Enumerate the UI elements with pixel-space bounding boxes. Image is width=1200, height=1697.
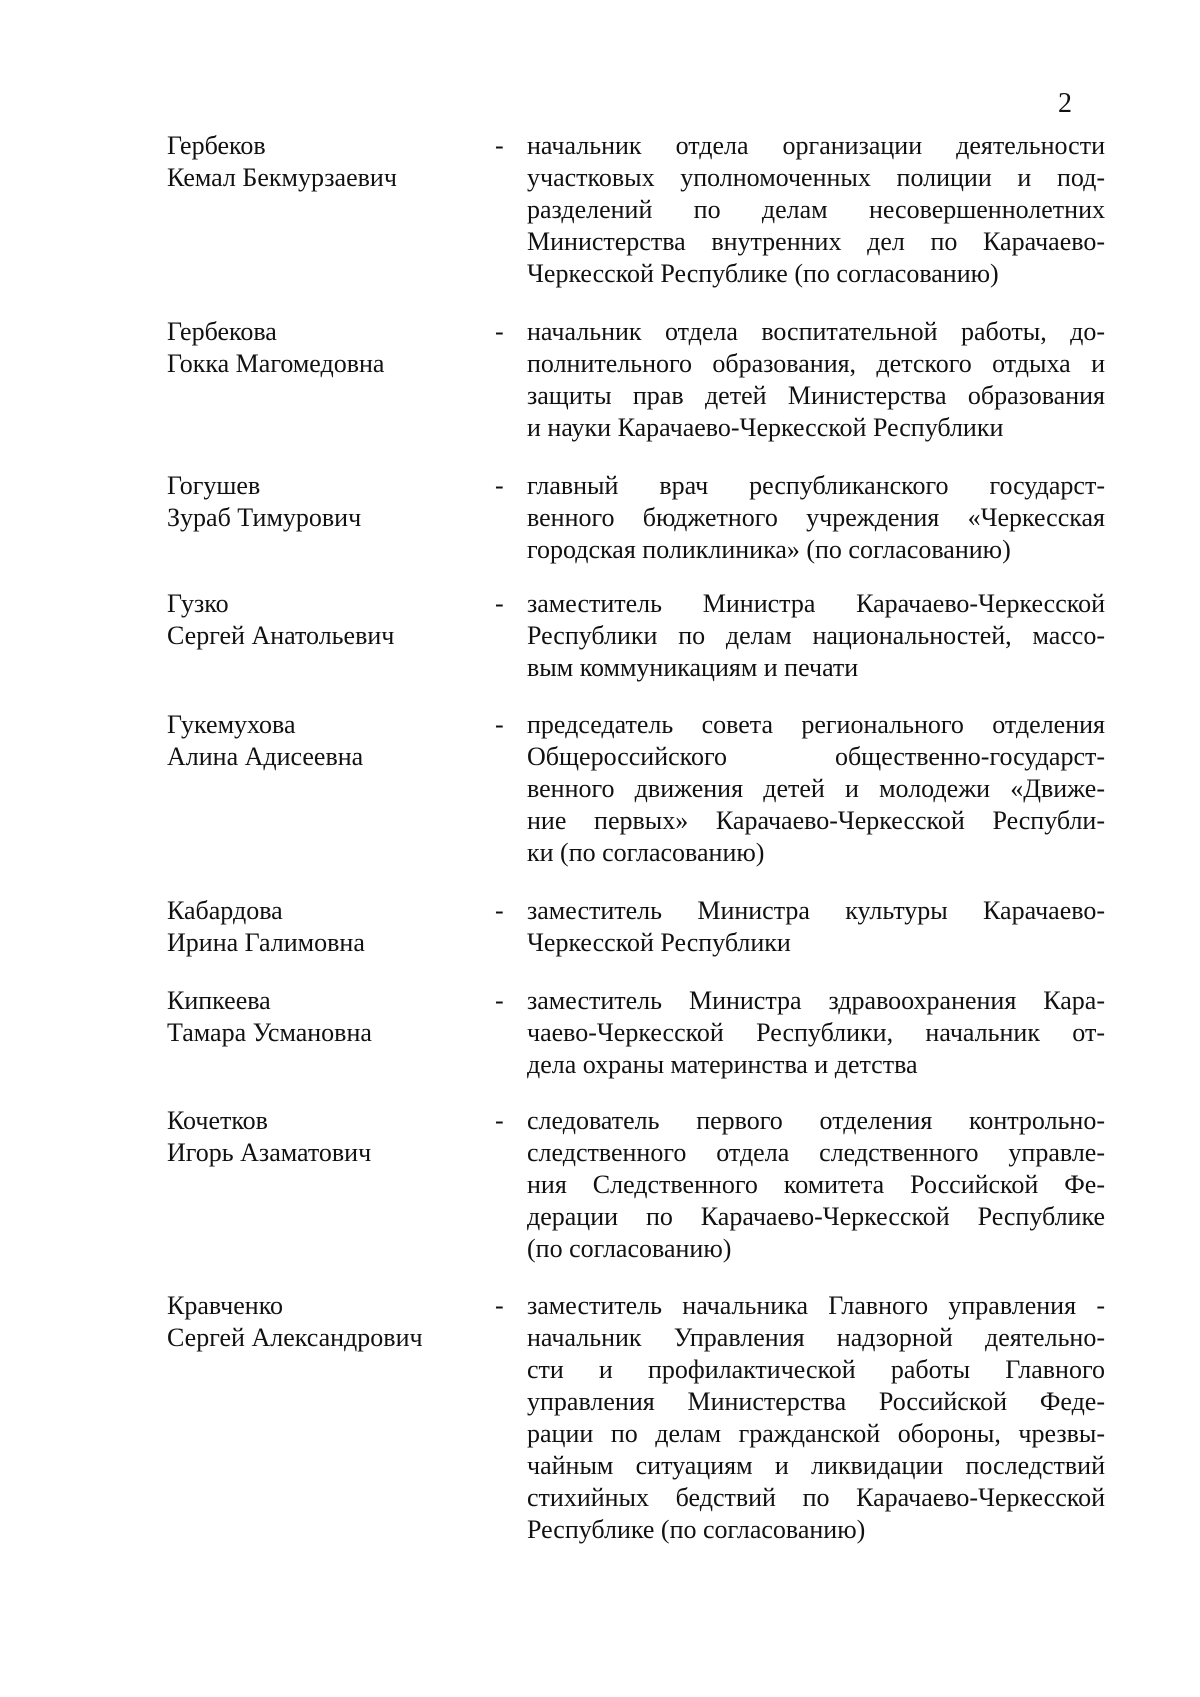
position-line: (по согласованию): [527, 1234, 732, 1263]
position-line: начальник отдела воспитательной работы, до-: [527, 317, 1105, 346]
position-line: участковых уполномоченных полиции и под-: [527, 163, 1105, 192]
member-given-names: Игорь Азаматович: [167, 1138, 372, 1167]
position-line: заместитель Министра здравоохранения Кара-: [527, 986, 1105, 1015]
dash-separator: -: [495, 471, 504, 500]
dash-separator: -: [495, 1291, 504, 1320]
member-given-names: Зураб Тимурович: [167, 503, 362, 532]
position-line: Республики по делам национальностей, массо-: [527, 621, 1105, 650]
member-name: [167, 1290, 467, 1354]
dash-separator: -: [495, 986, 504, 1015]
position-line: начальник отдела организации деятельности: [527, 131, 1105, 160]
member-position: [527, 985, 1105, 1081]
position-line: ки (по согласованию): [527, 838, 765, 867]
position-line: ния Следственного комитета Российской Фе-: [527, 1170, 1105, 1199]
dash-separator: -: [495, 1106, 504, 1135]
member-name: [167, 1105, 467, 1169]
position-line: Общероссийского общественно-государст-: [527, 742, 1105, 771]
position-line: защиты прав детей Министерства образования: [527, 381, 1105, 410]
dash-separator: -: [495, 317, 504, 346]
position-line: Министерства внутренних дел по Карачаево-: [527, 227, 1105, 256]
position-line: разделений по делам несовершеннолетних: [527, 195, 1105, 224]
position-line: Черкесской Республики: [527, 928, 791, 957]
member-surname: Кочетков: [167, 1106, 268, 1135]
position-line: председатель совета регионального отделения: [527, 710, 1105, 739]
position-line: сти и профилактической работы Главного: [527, 1355, 1105, 1384]
member-position: [527, 588, 1105, 684]
member-name: [167, 588, 467, 652]
member-name: [167, 470, 467, 534]
member-surname: Гогушев: [167, 471, 261, 500]
position-line: дела охраны материнства и детства: [527, 1050, 918, 1079]
position-line: полнительного образования, детского отдыха и: [527, 349, 1105, 378]
position-line: Черкесской Республике (по согласованию): [527, 259, 999, 288]
member-surname: Кабардова: [167, 896, 283, 925]
member-surname: Гузко: [167, 589, 229, 618]
dash-separator: -: [495, 896, 504, 925]
position-line: стихийных бедствий по Карачаево-Черкесской: [527, 1483, 1105, 1512]
position-line: следователь первого отделения контрольно-: [527, 1106, 1105, 1135]
position-line: начальник Управления надзорной деятельно-: [527, 1323, 1105, 1352]
position-line: венного бюджетного учреждения «Черкесская: [527, 503, 1105, 532]
member-given-names: Ирина Галимовна: [167, 928, 365, 957]
member-given-names: Алина Адисеевна: [167, 742, 364, 771]
member-name: [167, 895, 467, 959]
member-surname: Кравченко: [167, 1291, 284, 1320]
member-position: [527, 1105, 1105, 1265]
member-name: [167, 985, 467, 1049]
dash-separator: -: [495, 131, 504, 160]
member-surname: Гукемухова: [167, 710, 296, 739]
member-name: [167, 130, 467, 194]
member-name: [167, 709, 467, 773]
position-line: следственного отдела следственного управле-: [527, 1138, 1105, 1167]
member-name: [167, 316, 467, 380]
position-line: чайным ситуациям и ликвидации последствий: [527, 1451, 1105, 1480]
member-position: [527, 1290, 1105, 1546]
position-line: рации по делам гражданской обороны, чрезвы-: [527, 1419, 1105, 1448]
position-line: городская поликлиника» (по согласованию): [527, 535, 1011, 564]
member-position: [527, 470, 1105, 566]
member-surname: Кипкеева: [167, 986, 271, 1015]
member-given-names: Кемал Бекмурзаевич: [167, 163, 397, 192]
member-given-names: Сергей Александрович: [167, 1323, 423, 1352]
member-position: [527, 130, 1105, 290]
member-given-names: Тамара Усмановна: [167, 1018, 372, 1047]
dash-separator: -: [495, 710, 504, 739]
position-line: управления Министерства Российской Феде-: [527, 1387, 1105, 1416]
position-line: дерации по Карачаево-Черкесской Республике: [527, 1202, 1105, 1231]
position-line: вым коммуникациям и печати: [527, 653, 859, 682]
page-number: 2: [1058, 88, 1072, 119]
position-line: ние первых» Карачаево-Черкесской Республи-: [527, 806, 1105, 835]
position-line: и науки Карачаево-Черкесской Республики: [527, 413, 1004, 442]
member-surname: Гербекова: [167, 317, 277, 346]
position-line: заместитель Министра культуры Карачаево-: [527, 896, 1105, 925]
dash-separator: -: [495, 589, 504, 618]
member-given-names: Гокка Магомедовна: [167, 349, 385, 378]
member-position: [527, 895, 1105, 959]
position-line: Республике (по согласованию): [527, 1515, 866, 1544]
position-line: главный врач республиканского государст-: [527, 471, 1105, 500]
member-given-names: Сергей Анатольевич: [167, 621, 395, 650]
position-line: чаево-Черкесской Республики, начальник от-: [527, 1018, 1105, 1047]
position-line: венного движения детей и молодежи «Движе-: [527, 774, 1105, 803]
position-line: заместитель Министра Карачаево-Черкесской: [527, 589, 1105, 618]
member-surname: Гербеков: [167, 131, 266, 160]
member-position: [527, 316, 1105, 444]
position-line: заместитель начальника Главного управления -: [527, 1291, 1105, 1320]
member-position: [527, 709, 1105, 869]
